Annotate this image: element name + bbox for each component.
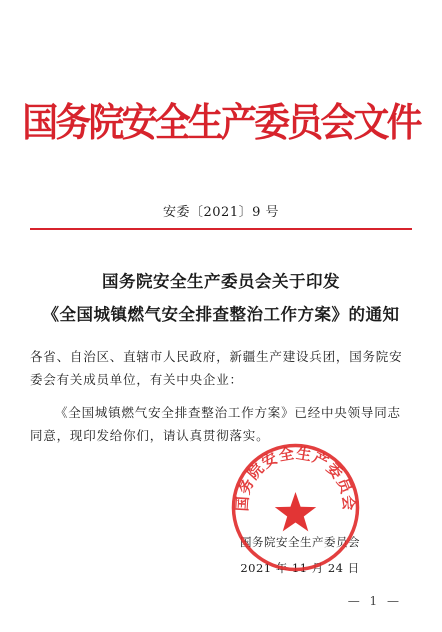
document-number: 安委〔2021〕9 号	[163, 205, 279, 220]
notice-title-line-1: 国务院安全生产委员会关于印发	[102, 272, 340, 291]
seal-text: 国务院安全生产委员会	[233, 444, 358, 512]
body-paragraph: 《全国城镇燃气安全排查整治工作方案》已经中央领导同志同意，现印发给你们，请认真贯彻落实。	[30, 405, 401, 443]
signature-organization: 国务院安全生产委员会	[240, 535, 360, 549]
document-header-title: 国务院安全生产委员会文件	[22, 101, 420, 146]
signature-date: 2021 年 11 月 24 日	[240, 561, 360, 575]
star-icon	[275, 492, 316, 531]
official-seal-stamp	[228, 440, 363, 575]
page-number: — 1 —	[347, 594, 402, 608]
red-divider-line	[30, 228, 412, 230]
notice-title-line-2: 《全国城镇燃气安全排查整治工作方案》的通知	[42, 305, 400, 324]
addressees-paragraph: 各省、自治区、直辖市人民政府，新疆生产建设兵团，国务院安委会有关成员单位，有关中央企业：	[30, 349, 403, 387]
